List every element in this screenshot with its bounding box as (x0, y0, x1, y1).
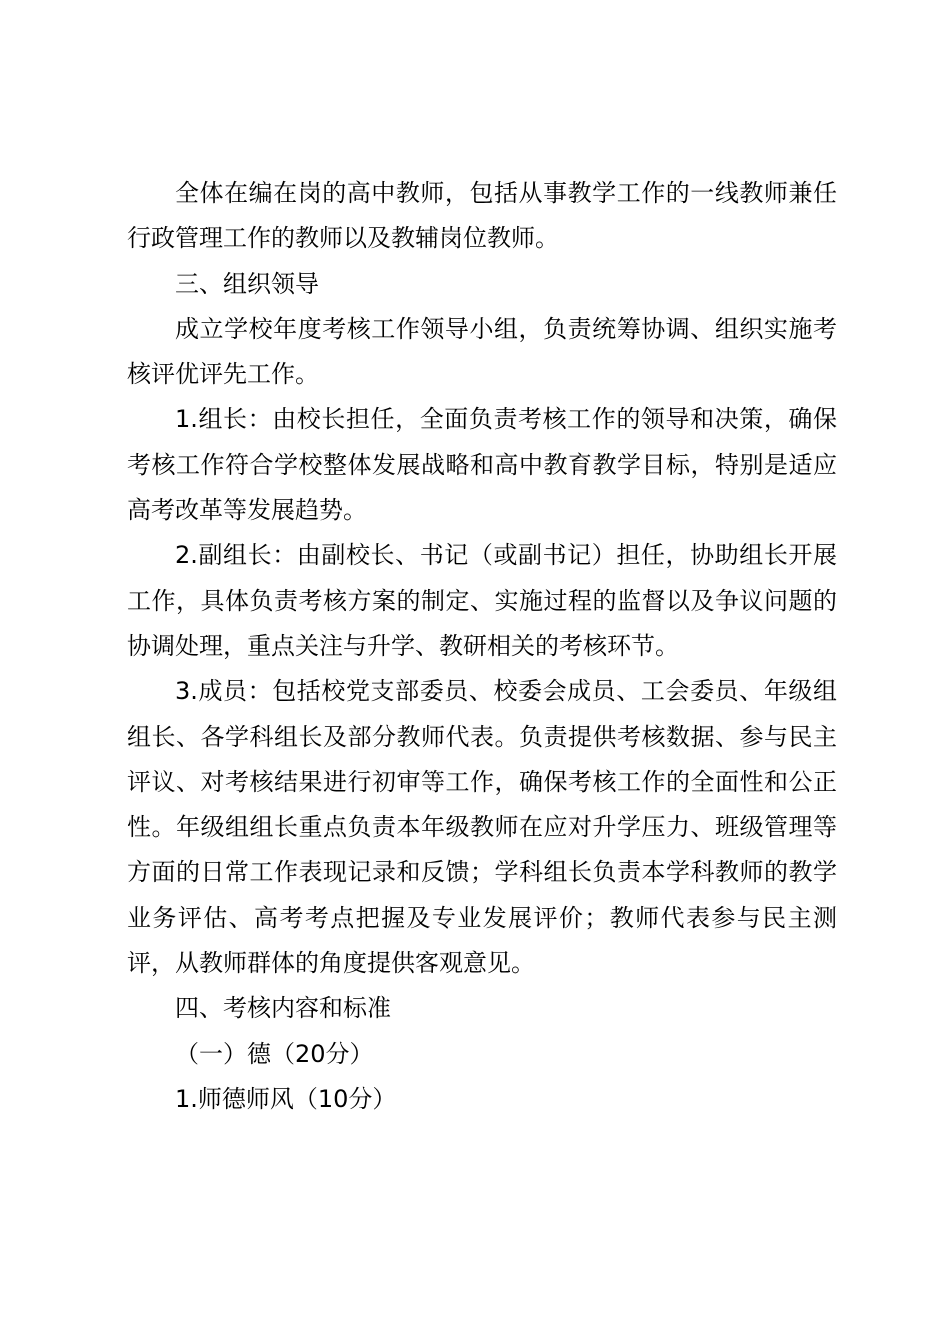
paragraph-members: 3.成员：包括校党支部委员、校委会成员、工会委员、年级组组长、各学科组长及部分教师代表。负责提供考核数据、参与民主评议、对考核结果进行初审等工作，确保考核工作的全面性和公正性。年级组组长重点负责本年级教师在应对升学压力、班级管理等方面的日常工作表现记录和反馈；学科组长负责本学科教师的教学业务评估、高考考点把握及专业发展评价；教师代表参与民主测评，从教师群体的角度提供客观意见。 (127, 677, 837, 978)
paragraph-deputy-leader: 2.副组长：由副校长、书记（或副书记）担任，协助组长开展工作，具体负责考核方案的制定、实施过程的监督以及争议问题的协调处理，重点关注与升学、教研相关的考核环节。 (127, 541, 837, 660)
section-heading-assessment-content: 四、考核内容和标准 (175, 994, 391, 1023)
document-body (127, 171, 837, 1122)
item-heading-teacher-ethics: 1.师德师风（10分） (175, 1084, 397, 1113)
paragraph-scope-teachers: 全体在编在岗的高中教师，包括从事教学工作的一线教师兼任行政管理工作的教师以及教辅岗位教师。 (127, 179, 837, 253)
paragraph-leading-group: 成立学校年度考核工作领导小组，负责统筹协调、组织实施考核评优评先工作。 (127, 314, 837, 389)
subsection-heading-morality: （一）德（20分） (175, 1039, 374, 1068)
section-heading-organization: 三、组织领导 (175, 269, 319, 298)
paragraph-group-leader: 1.组长：由校长担任，全面负责考核工作的领导和决策，确保考核工作符合学校整体发展战略和高中教育教学目标，特别是适应高考改革等发展趋势。 (127, 405, 837, 525)
